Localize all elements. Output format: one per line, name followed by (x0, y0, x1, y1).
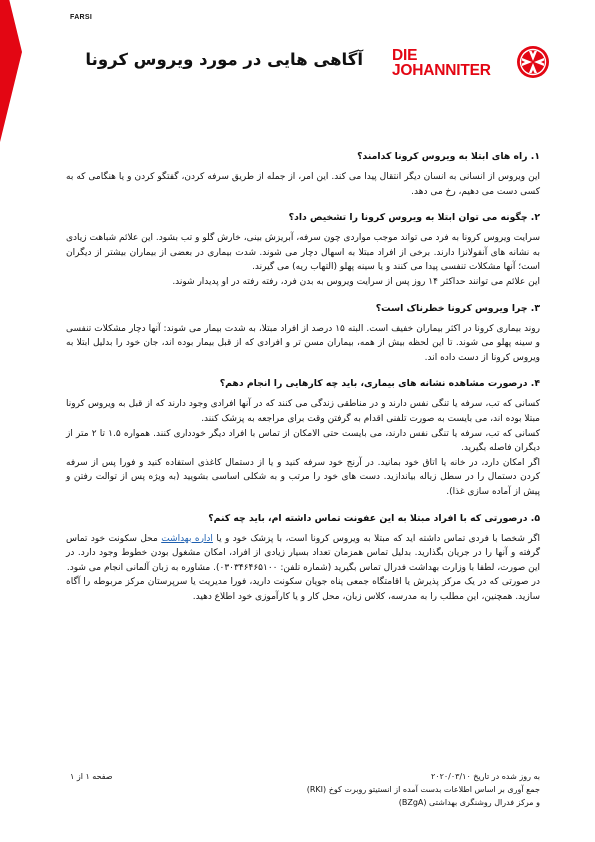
section-heading: ۱. راه های ابتلا به ویروس کرونا کدامند؟ (357, 151, 540, 162)
johanniter-cross-icon (516, 45, 550, 79)
section-3 (66, 302, 540, 366)
johanniter-logo-text (392, 48, 491, 78)
page-number: صفحه ۱ از ۱ (70, 772, 113, 781)
section-1 (66, 150, 540, 199)
footer-updated-date: به روز شده در تاریخ ۲۰۲۰/۰۳/۱۰ (430, 772, 540, 781)
section-paragraph: اگر امکان دارد، در خانه یا اتاق خود بمانید. در آرنج خود سرفه کنید و یا از دستمال کاغذی استفاده کنید و فورا پس از سرفه کردن دستمال را در سطل زباله بیاندازید. دست های خود را مرتب و به شکلی اساسی بشویید (به ویژه پس از توالت رفتن و پیش از آماده سازی غذا). (66, 457, 540, 497)
footer-source-info (240, 770, 540, 809)
section-4 (66, 377, 540, 499)
section-paragraph: این ویروس از انسانی به انسان دیگر انتقال پیدا می کند. این امر، از جمله از طریق سرفه کردن، گفتگو کردن و یا هنگامی که به کسی دست می دهیم، رخ می دهد. (66, 172, 540, 197)
section-5 (66, 512, 540, 605)
section-paragraph: روند بیماری کرونا در اکثر بیماران خفیف است. البته ۱۵ درصد از افراد مبتلا، به شدت بیمار می شوند: آنها دچار مشکلات تنفسی و سینه پهلو می شوند. تا این لحظه بیش از همه، بیماران مسن تر و افرادی که از قبل بیمار بوده اند، جان خود را بدلیل ابتلا به ویروس کرونا از دست داده اند. (66, 323, 540, 363)
section-heading: ۳. چرا ویروس کرونا خطرناک است؟ (375, 302, 540, 314)
paragraph-text: اگر شخصا با فردی تماس داشته اید که مبتلا به ویروس کرونا است، با پزشک خود و یا (212, 533, 541, 544)
language-label: FARSI (70, 14, 93, 21)
section-paragraph: کسانی که تب، سرفه یا تنگی نفس دارند و در مناطقی زندگی می کنند که در آنها افرادی وجود دارند که از قبل به ویروس کرونا مبتلا بوده اند، می بایست به صورت تلفنی اقدام به گرفتن وقت برای مراجعه به پزشک کنند. (66, 399, 540, 424)
paragraph-text: محل سکونت خود تماس گرفته و آنها را در جریان بگذارید. بدلیل تماس همزمان تعداد بسیار زیادی از افراد، امکان مشغول بودن خطوط وجود دارد. در این صورت، لطفا با وزارت بهداشت فدرال تماس بگیرید (شماره تلفن: ۰۳۰۳۴۶۴۶۵۱۰۰). مشاوره به زبان آلمانی انجام می شود. (66, 533, 540, 573)
footer-source-rki: جمع آوری بر اساس اطلاعات بدست آمده از انستیتو روبرت کوخ (RKI) (306, 785, 540, 794)
document-body (66, 150, 540, 616)
section-paragraph: این علائم می توانند حداکثر ۱۴ روز پس از سرایت ویروس به بدن فرد، رفته رفته در او پدیدار شوند. (172, 276, 540, 287)
section-paragraph: سرایت ویروس کرونا به فرد می تواند موجب مواردی چون سرفه، آبریزش بینی، خارش گلو و تب بشود. این علائم شباهت زیادی به نشانه های آنفولانزا دارند. برخی از افراد مبتلا به اسهال دچار می شوند. شدت بیماری در بعضی از بیماران بیشتر از دیگران است؛ آنها مشکلات تنفسی پیدا می کنند و یا سینه پهلو (التهاب ریه) می گیرند. (66, 233, 540, 273)
footer-source-bzga: و مرکز فدرال روشنگری بهداشتی (BZgA) (398, 798, 540, 807)
section-heading: ۴. درصورت مشاهده نشانه های بیماری، باید چه کارهایی را انجام دهم؟ (219, 378, 540, 390)
section-heading: ۲. چگونه می توان ابتلا به ویروس کرونا را تشخیص داد؟ (288, 212, 540, 224)
health-office-link[interactable]: اداره بهداشت (161, 533, 213, 544)
section-2 (66, 211, 540, 289)
section-heading: ۵. درصورتی که با افراد مبتلا به این عفونت تماس داشته ام، باید چه کنم؟ (208, 512, 540, 524)
page-title: آگاهی هایی در مورد ویروس کرونا (85, 50, 363, 69)
logo-line-johanniter: JOHANNITER (392, 62, 491, 79)
section-paragraph (66, 532, 540, 576)
section-paragraph: در صورتی که در یک مرکز پذیرش یا اقامتگاه جمعی پناه جویان سکونت دارید، فورا مدیریت یا سرپرستان مرکز مربوطه را آگاه سازید. همچنین، این مطلب را به مدرسه، کلاس زبان، محل کار و یا کارآموزی خود اطلاع دهید. (66, 577, 540, 602)
section-paragraph: کسانی که تب، سرفه یا تنگی نفس دارند، می بایست حتی الامکان از تماس با افراد دیگر خودداری کنند. همواره ۱.۵ تا ۲ متر از دیگران فاصله بگیرید. (66, 428, 540, 454)
logo-line-die: DIE (392, 47, 418, 64)
